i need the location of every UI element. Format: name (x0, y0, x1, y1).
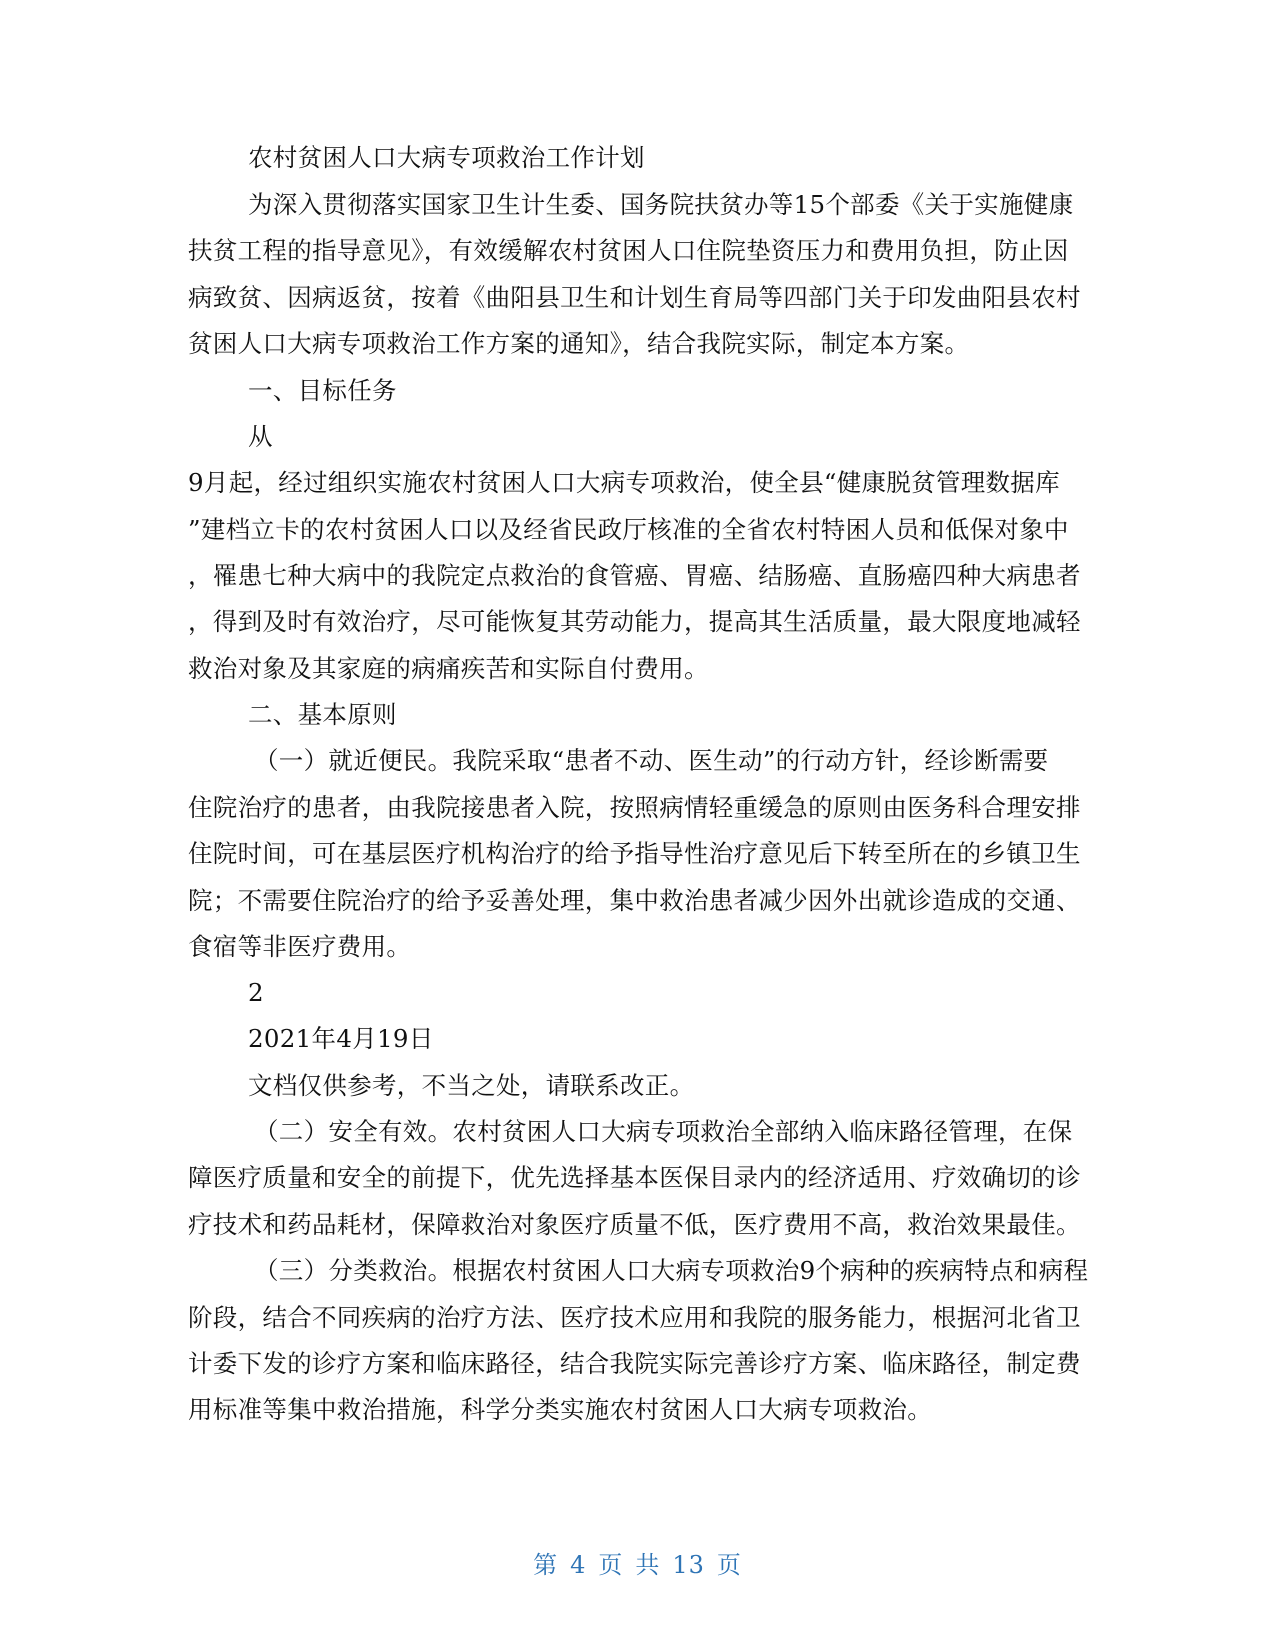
principle2-line-3: 疗技术和药品耗材，保障救治对象医疗质量不低，医疗费用不高，救治效果最佳。 (188, 1210, 1081, 1239)
principle2-line-1: （二）安全有效。农村贫困人口大病专项救治全部纳入临床路径管理，在保 (254, 1117, 1073, 1146)
document-title: 农村贫困人口大病专项救治工作计划 (248, 143, 645, 172)
footer-current-page: 4 (570, 1551, 587, 1579)
principle3-line-4: 用标准等集中救治措施，科学分类实施农村贫困人口大病专项救治。 (188, 1395, 932, 1424)
footer-label-of: 页 (598, 1551, 624, 1579)
footer-label-total: 共 (635, 1551, 661, 1579)
footer-label-end: 页 (716, 1551, 742, 1579)
section1-heading: 一、目标任务 (248, 376, 397, 405)
footer-label-page: 第 (533, 1551, 559, 1579)
section2-heading: 二、基本原则 (248, 700, 397, 729)
principle1-line-3: 住院时间，可在基层医疗机构治疗的给予指导性治疗意见后下转至所在的乡镇卫生 (188, 839, 1081, 868)
section1-line-5: 救治对象及其家庭的病痛疾苦和实际自付费用。 (188, 654, 709, 683)
intro-line-1: 为深入贯彻落实国家卫生计生委、国务院扶贫办等15个部委《关于实施健康 (248, 190, 1074, 219)
principle1-line-1: （一）就近便民。我院采取“患者不动、医生动”的行动方针，经诊断需要 (254, 746, 1049, 775)
principle1-line-5: 食宿等非医疗费用。 (188, 932, 412, 961)
intro-line-2: 扶贫工程的指导意见》，有效缓解农村贫困人口住院垫资压力和费用负担，防止因 (188, 236, 1069, 265)
intro-line-4: 贫困人口大病专项救治工作方案的通知》，结合我院实际，制定本方案。 (188, 329, 970, 358)
document-date: 2021年4月19日 (248, 1024, 434, 1053)
principle3-line-2: 阶段，结合不同疾病的治疗方法、医疗技术应用和我院的服务能力，根据河北省卫 (188, 1303, 1081, 1332)
principle3-line-1: （三）分类救治。根据农村贫困人口大病专项救治9个病种的疾病特点和病程 (254, 1256, 1089, 1285)
footer-total-pages: 13 (672, 1551, 705, 1579)
disclaimer: 文档仅供参考，不当之处，请联系改正。 (248, 1071, 695, 1100)
section1-line-1: 9月起，经过组织实施农村贫困人口大病专项救治，使全县“健康脱贫管理数据库 (188, 468, 1060, 497)
intro-line-3: 病致贫、因病返贫，按着《曲阳县卫生和计划生育局等四部门关于印发曲阳县农村 (188, 283, 1081, 312)
section1-from: 从 (248, 422, 273, 451)
section1-line-2: ”建档立卡的农村贫困人口以及经省民政厅核准的全省农村特困人员和低保对象中 (188, 515, 1069, 544)
section1-line-3: ，罹患七种大病中的我院定点救治的食管癌、胃癌、结肠癌、直肠癌四种大病患者 (188, 561, 1081, 590)
section1-line-4: ，得到及时有效治疗，尽可能恢复其劳动能力，提高其生活质量，最大限度地减轻 (188, 607, 1081, 636)
principle1-line-2: 住院治疗的患者，由我院接患者入院，按照病情轻重缓急的原则由医务科合理安排 (188, 793, 1081, 822)
principle2-line-2: 障医疗质量和安全的前提下，优先选择基本医保目录内的经济适用、疗效确切的诊 (188, 1163, 1081, 1192)
principle1-line-4: 院；不需要住院治疗的给予妥善处理，集中救治患者减少因外出就诊造成的交通、 (188, 886, 1081, 915)
principle3-line-3: 计委下发的诊疗方案和临床路径，结合我院实际完善诊疗方案、临床路径，制定费 (188, 1349, 1081, 1378)
page-marker: 2 (248, 978, 264, 1007)
page-footer (0, 1545, 1275, 1580)
